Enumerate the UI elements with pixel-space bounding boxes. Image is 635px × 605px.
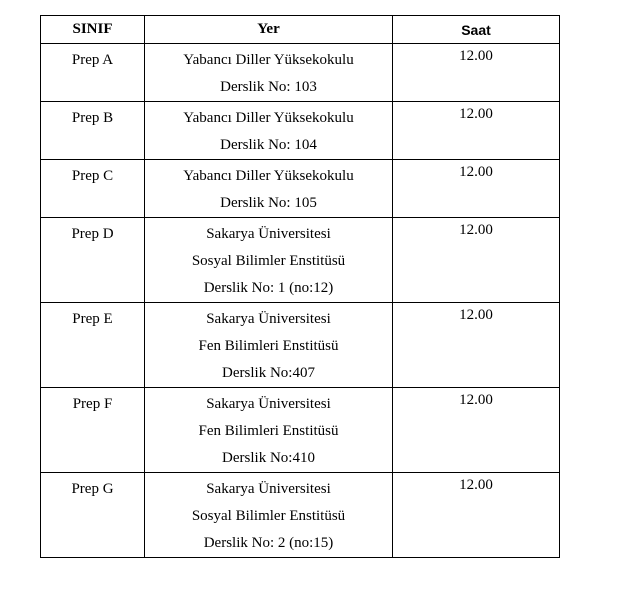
yer-line: Yabancı Diller Yüksekokulu — [183, 110, 354, 126]
table-row — [41, 218, 560, 303]
yer-line: Sakarya Üniversitesi — [206, 311, 331, 327]
sinif-cell — [41, 473, 145, 558]
saat-cell — [393, 44, 560, 102]
sinif-text: Prep C — [71, 168, 114, 184]
header-yer: Yer — [145, 16, 393, 44]
sinif-cell — [41, 160, 145, 218]
table-row — [41, 160, 560, 218]
yer-cell — [145, 388, 393, 473]
sinif-cell — [41, 388, 145, 473]
saat-cell — [393, 218, 560, 303]
table-row — [41, 473, 560, 558]
yer-line: Derslik No: 104 — [220, 137, 317, 153]
saat-text: 12.00 — [459, 222, 493, 238]
saat-cell — [393, 102, 560, 160]
sinif-text: Prep A — [71, 52, 114, 68]
table-row — [41, 102, 560, 160]
yer-line: Fen Bilimleri Enstitüsü — [198, 338, 339, 354]
yer-line: Sakarya Üniversitesi — [206, 226, 331, 242]
table-row — [41, 303, 560, 388]
sinif-text: Prep D — [71, 226, 114, 242]
sinif-cell — [41, 102, 145, 160]
yer-line: Derslik No:410 — [222, 450, 315, 466]
yer-line: Sosyal Bilimler Enstitüsü — [191, 508, 346, 524]
saat-cell — [393, 303, 560, 388]
yer-cell — [145, 160, 393, 218]
saat-text: 12.00 — [459, 164, 493, 180]
yer-cell — [145, 102, 393, 160]
saat-text: 12.00 — [459, 392, 493, 408]
table-header — [41, 16, 560, 44]
yer-cell — [145, 473, 393, 558]
yer-line: Yabancı Diller Yüksekokulu — [183, 168, 354, 184]
header-sinif: SINIF — [41, 16, 145, 44]
saat-text: 12.00 — [459, 106, 493, 122]
header-row — [41, 16, 560, 44]
sinif-cell — [41, 303, 145, 388]
sinif-text: Prep F — [72, 396, 113, 412]
sinif-text: Prep G — [71, 481, 114, 497]
yer-line: Sakarya Üniversitesi — [206, 396, 331, 412]
yer-line: Derslik No: 1 (no:12) — [203, 280, 334, 296]
yer-cell — [145, 44, 393, 102]
yer-line: Derslik No: 103 — [220, 79, 317, 95]
table-row — [41, 44, 560, 102]
saat-cell — [393, 388, 560, 473]
yer-line: Sakarya Üniversitesi — [206, 481, 331, 497]
sinif-text: Prep E — [72, 311, 113, 327]
yer-line: Derslik No:407 — [222, 365, 315, 381]
yer-line: Derslik No: 2 (no:15) — [203, 535, 334, 551]
yer-line: Derslik No: 105 — [220, 195, 317, 211]
saat-text: 12.00 — [459, 307, 493, 323]
saat-cell — [393, 160, 560, 218]
sinif-cell — [41, 44, 145, 102]
table-row — [41, 388, 560, 473]
schedule-table — [40, 15, 560, 558]
table-body — [41, 44, 560, 558]
header-saat: Saat — [393, 16, 560, 44]
saat-text: 12.00 — [459, 48, 493, 64]
sinif-cell — [41, 218, 145, 303]
sinif-text: Prep B — [71, 110, 114, 126]
saat-text: 12.00 — [459, 477, 493, 493]
yer-cell — [145, 218, 393, 303]
saat-cell — [393, 473, 560, 558]
yer-cell — [145, 303, 393, 388]
yer-line: Fen Bilimleri Enstitüsü — [198, 423, 339, 439]
yer-line: Sosyal Bilimler Enstitüsü — [191, 253, 346, 269]
yer-line: Yabancı Diller Yüksekokulu — [183, 52, 354, 68]
